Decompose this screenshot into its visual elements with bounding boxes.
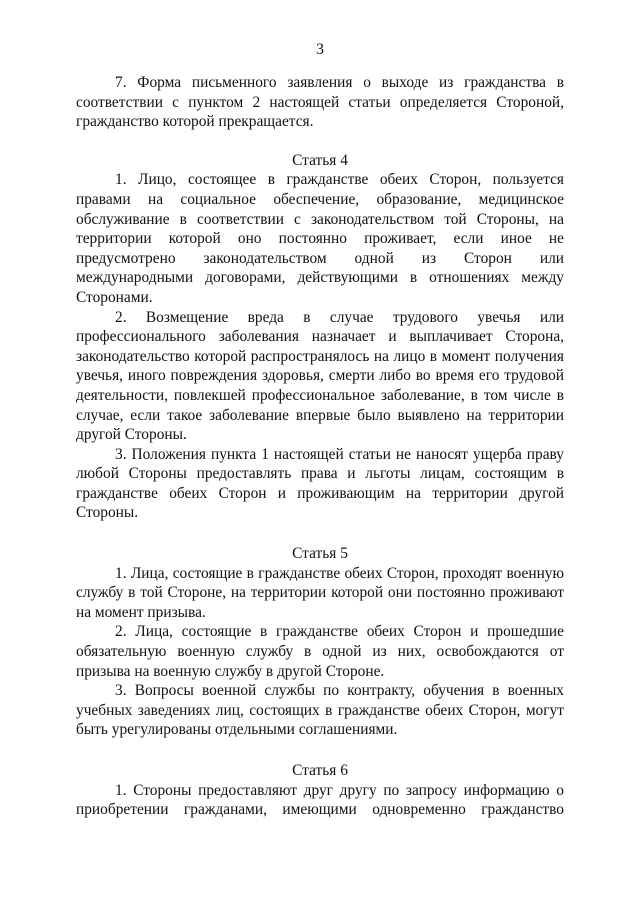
article-5-paragraph-1: 1. Лица, состоящие в гражданстве обеих Сторон, проходят военную службу в той Стороне, на территории которой они постоянно проживают на момент призыва. bbox=[76, 564, 564, 621]
article-3-paragraph-7: 7. Форма письменного заявления о выходе из гражданства в соответствии с пунктом 2 настоящей статьи определяется Стороной, гражданство которой прекращается. bbox=[76, 74, 564, 131]
article-5-heading: Статья 5 bbox=[292, 545, 348, 563]
article-4-paragraph-1: 1. Лицо, состоящее в гражданстве обеих Сторон, пользуется правами на социальное обеспечение, образование, медицинское обслуживание в соответствии с законодательством той Стороны, на территории которой оно постоянно проживает, если иное не предусмотрено законодательством одной из Сторон или международными договорами, действующими в отношениях между Сторонами. bbox=[76, 171, 564, 306]
article-6-heading: Статья 6 bbox=[292, 762, 348, 779]
article-5-paragraph-2: 2. Лица, состоящие в гражданстве обеих Сторон и прошедшие обязательную военную службу в одной из них, освобождаются от призыва на военную службу в другой Стороне. bbox=[76, 623, 564, 680]
article-4-heading: Статья 4 bbox=[292, 151, 348, 169]
article-5-paragraph-3: 3. Вопросы военной службы по контракту, обучения в военных учебных заведениях лиц, состоящих в гражданстве обеих Сторон, могут быть урегулированы отдельными соглашениями. bbox=[76, 682, 564, 739]
article-4-paragraph-3: 3. Положения пункта 1 настоящей статьи не наносят ущерба праву любой Стороны предоставлять права и льготы лицам, состоящим в гражданстве обеих Сторон и проживающим на территории другой Стороны. bbox=[76, 445, 564, 522]
article-4-paragraph-2: 2. Возмещение вреда в случае трудового увечья или профессионального заболевания назначает и выплачивает Сторона, законодательство которой распространялось на лицо в момент получения увечья, иного повреждения здоровья, смерти либо во время его трудовой деятельности, повлекшей профессиональное заболевание, в том числе в случае, если такое заболевание впервые было выявлено на территории другой Стороны. bbox=[76, 308, 564, 444]
page-number: 3 bbox=[316, 41, 324, 58]
article-6-paragraph-1: 1. Стороны предоставляют друг другу по запросу информацию о приобретении гражданами, имеющими одновременно гражданство bbox=[76, 781, 564, 819]
document-body bbox=[76, 73, 564, 820]
